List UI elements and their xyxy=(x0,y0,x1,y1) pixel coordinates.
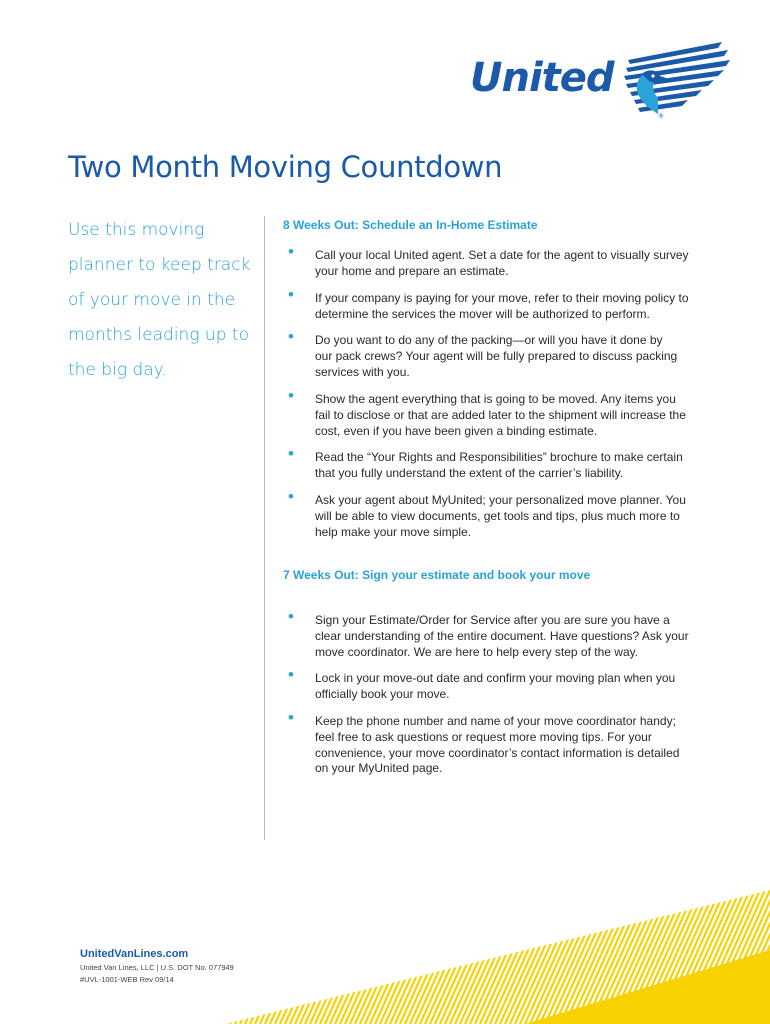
bullet-item xyxy=(288,493,686,540)
stripe-line xyxy=(255,890,315,1024)
registered-mark: ® xyxy=(658,113,664,120)
stripe-line xyxy=(240,890,300,1024)
section-heading-7-weeks: 7 Weeks Out: Sign your estimate and book your move xyxy=(283,568,591,582)
bullet-line: • Read the “Your Rights and Responsibilities” brochure to make certain xyxy=(315,450,683,464)
bullet-line: our pack crews? Your agent will be fully prepared to discuss packing xyxy=(315,348,678,363)
stripe-line xyxy=(265,890,325,1024)
intro-line: months leading up to xyxy=(68,325,249,345)
bullet-line: your home and prepare an estimate. xyxy=(315,263,509,278)
bullet-line: determine the services the mover will be authorized to perform. xyxy=(315,306,650,321)
eagle-icon xyxy=(618,38,736,120)
bullet-line: • Call your local United agent. Set a date for the agent to visually survey xyxy=(315,248,689,262)
bullet-item xyxy=(288,291,689,323)
column-divider xyxy=(264,216,265,840)
stripe-line xyxy=(225,890,285,1024)
stripe-line xyxy=(225,890,275,1024)
bullet-item xyxy=(288,248,689,280)
bullet-line: convenience, your move coordinator’s contact information is detailed xyxy=(315,745,680,760)
stripe-line xyxy=(230,890,290,1024)
bullet-line: • Sign your Estimate/Order for Service after you are sure you have a xyxy=(315,613,670,627)
bullet-line: • Show the agent everything that is going to be moved. Any items you xyxy=(315,392,676,406)
stripe-line xyxy=(225,890,260,1024)
stripe-line xyxy=(225,890,270,1024)
stripe-line xyxy=(225,890,280,1024)
intro-line: planner to keep track xyxy=(68,255,251,275)
bullet-line: services with you. xyxy=(315,364,410,379)
intro-text xyxy=(68,213,258,388)
stripe-line xyxy=(225,890,255,1024)
bullet-line: clear understanding of the entire document. Have questions? Ask your xyxy=(315,628,689,643)
footer xyxy=(80,947,234,986)
stripe-line xyxy=(225,890,245,1024)
bullet-item xyxy=(288,392,686,439)
intro-line: of your move in the xyxy=(68,290,236,310)
stripe-line xyxy=(225,890,250,1024)
company-info: United Van Lines, LLC | U.S. DOT No. 077949 xyxy=(80,963,234,972)
bullet-line: move coordinator. We are here to help every step of the way. xyxy=(315,644,639,659)
intro-line: Use this moving xyxy=(68,220,205,240)
bullet-line: fail to disclose or that are added later to the shipment will increase the xyxy=(315,407,686,422)
stripe-line xyxy=(235,890,295,1024)
page-title: Two Month Moving Countdown xyxy=(68,150,503,184)
website-link[interactable]: UnitedVanLines.com xyxy=(80,948,189,960)
bullet-item xyxy=(288,671,675,703)
stripe-line xyxy=(270,890,330,1024)
logo-wordmark: United xyxy=(470,55,614,101)
stripe-line xyxy=(225,890,230,1024)
bullet-line: feel free to ask questions or request more moving tips. For your xyxy=(315,729,652,744)
bullet-line: that you fully understand the extent of the carrier’s liability. xyxy=(315,465,624,480)
stripe-line xyxy=(250,890,310,1024)
bullet-line: cost, even if you have been given a binding estimate. xyxy=(315,423,598,438)
bullet-line: • Lock in your move-out date and confirm your moving plan when you xyxy=(315,671,676,685)
bullet-line: officially book your move. xyxy=(315,686,450,701)
bullet-line: • Do you want to do any of the packing—or will you have it done by xyxy=(315,333,663,347)
bullet-line: help make your move simple. xyxy=(315,524,472,539)
bullet-line: • If your company is paying for your move, refer to their moving policy to xyxy=(315,291,689,305)
bullet-line: • Keep the phone number and name of your move coordinator handy; xyxy=(315,714,676,728)
stripe-line xyxy=(225,890,240,1024)
stripe-line xyxy=(245,890,305,1024)
stripe-line xyxy=(225,890,235,1024)
decorative-stripes xyxy=(225,890,770,1024)
bullet-item xyxy=(288,333,677,380)
section-heading-8-weeks: 8 Weeks Out: Schedule an In-Home Estimate xyxy=(283,218,538,232)
bullet-line: on your MyUnited page. xyxy=(315,761,443,776)
bullet-line: • Ask your agent about MyUnited; your personalized move planner. You xyxy=(315,493,686,507)
bullet-item xyxy=(288,613,689,660)
stripe-line xyxy=(225,890,265,1024)
stripe-line xyxy=(275,890,335,1024)
stripe-line xyxy=(260,890,320,1024)
intro-line: the big day. xyxy=(68,360,167,380)
document-code: #UVL-1001-WEB Rev 09/14 xyxy=(80,975,174,984)
united-logo xyxy=(470,38,735,120)
bullet-line: will be able to view documents, get tools and tips, plus much more to xyxy=(315,508,680,523)
bullet-item xyxy=(288,450,683,482)
bullet-item xyxy=(288,714,679,777)
